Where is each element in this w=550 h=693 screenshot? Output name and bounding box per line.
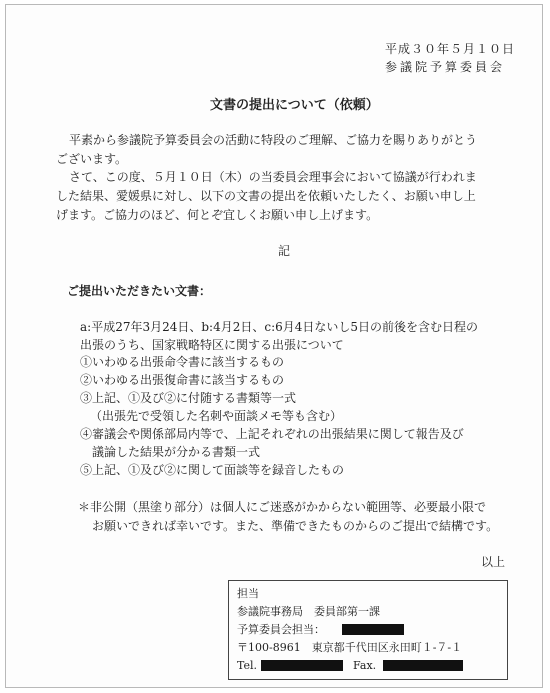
para2-line2: した結果、愛媛県に対し、以下の文書の提出を依頼いたしたく、お願い申し上 — [56, 189, 476, 203]
contact-box — [228, 580, 508, 680]
document-date: 平成３０年５月１０日 — [385, 42, 516, 56]
contact-label: 担当 — [237, 587, 259, 600]
request-heading: ご提出いただきたい文書： — [67, 284, 212, 298]
document-title: 文書の提出について（依頼） — [210, 98, 379, 113]
redaction-block — [261, 660, 343, 671]
item-1: ①いわゆる出張命令書に該当するもの — [80, 355, 285, 369]
sender-name: 参議院予算委員会 — [385, 60, 506, 74]
contact-tel-label: Tel. — [237, 659, 258, 672]
item-4-line2: 議論した結果が分かる書類一式 — [92, 445, 261, 459]
contact-person-label: 予算委員会担当： — [237, 623, 325, 636]
item-a-line1: a:平成27年3月24日、b:4月2日、c:6月4日ないし5日の前後を含む日程の — [80, 320, 479, 334]
item-2: ②いわゆる出張復命書に該当するもの — [80, 373, 285, 387]
item-3: ③上記、①及び②に付随する書類等一式 — [80, 391, 297, 405]
note-line1: ＊非公開（黒塗り部分）は個人にご迷惑がかからない範囲等、必要最小限で — [78, 500, 487, 514]
item-3-sub: （出張先で受領した名刺や面談メモ等も含む） — [90, 409, 343, 423]
redaction-block — [342, 624, 404, 635]
redaction-block — [383, 660, 463, 671]
closing-ijou: 以上 — [481, 555, 506, 569]
contact-fax-label: Fax. — [353, 659, 377, 672]
para2-line3: げます。ご協力のほど、何とぞ宜しくお願い申し上げます。 — [56, 208, 379, 222]
item-5: ⑤上記、①及び②に関して面談等を録音したもの — [80, 463, 345, 477]
contact-address: 〒100-8961 東京都千代田区永田町１-７-１ — [237, 641, 463, 654]
para1-line2: ございます。 — [56, 152, 128, 166]
note-line2: お願いできれば幸いです。また、準備できたものからのご提出で結構です。 — [92, 519, 499, 533]
item-a-line2: 出張のうち、国家戦略特区に関する出張について — [80, 338, 344, 352]
para1-line1: 平素から参議院予算委員会の活動に特段のご理解、ご協力を賜りありがとう — [69, 133, 478, 147]
ki-label: 記 — [278, 244, 291, 258]
document-page — [5, 4, 543, 688]
contact-office: 参議院事務局 委員部第一課 — [237, 605, 380, 618]
item-4-line1: ④審議会や関係部局内等で、上記それぞれの出張結果に関して報告及び — [80, 427, 464, 441]
para2-line1: さて、この度、５月１０日（木）の当委員会理事会において協議が行われま — [69, 170, 477, 184]
